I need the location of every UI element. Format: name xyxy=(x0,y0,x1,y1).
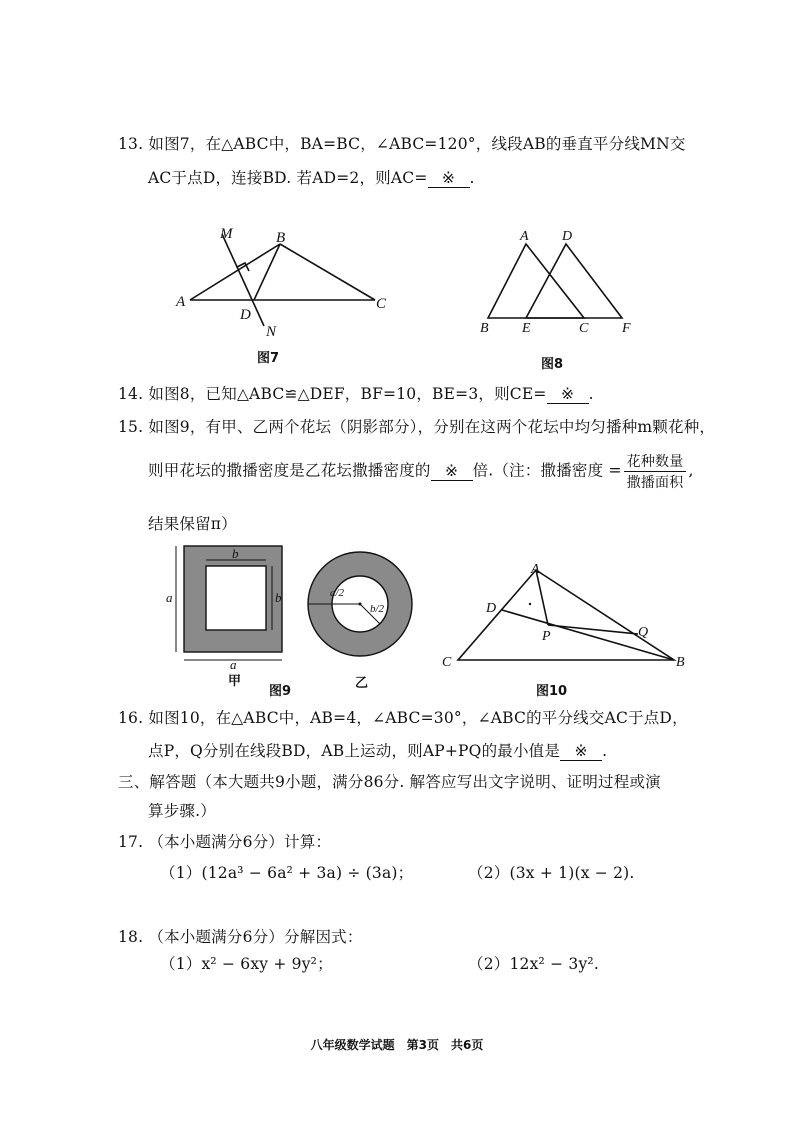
fig10-label-q: Q xyxy=(638,625,649,640)
section3-heading-line2: 算步骤.） xyxy=(148,802,216,820)
q13-line1: 13. 如图7，在△ABC中，BA=BC，∠ABC=120°，线段AB的垂直平分线MN交 xyxy=(118,135,686,153)
fraction-denominator: 撒播面积 xyxy=(626,475,684,491)
q13-end: . xyxy=(469,169,475,187)
yi-label-a-half: a/2 xyxy=(330,587,345,599)
q18-title: 18. （本小题满分6分）分解因式： xyxy=(118,928,363,946)
q15-answer-blank: ※ xyxy=(431,462,473,481)
q15-line2-text: 则甲花坛的撒播密度是乙花坛撒播密度的 xyxy=(148,461,431,480)
fig7-caption: 图7 xyxy=(257,351,280,366)
q18-part1: （1）x² − 6xy + 9y²； xyxy=(160,955,333,973)
yi-center-dot xyxy=(359,603,362,606)
fig7-label-b: B xyxy=(276,230,286,246)
q18-part2: （2）12x² − 3y². xyxy=(468,955,599,973)
figure-9-flowerbed-yi xyxy=(302,548,418,664)
q15-line2 xyxy=(148,451,694,492)
fig10-label-b: B xyxy=(676,655,685,670)
q15-line3: 结果保留π） xyxy=(148,515,237,533)
fig8-caption: 图8 xyxy=(541,357,564,372)
jia-label-a-left: a xyxy=(166,590,173,605)
fig7-segment-bc xyxy=(280,244,375,300)
fig10-segment-ap xyxy=(536,570,548,625)
fig8-label-f: F xyxy=(622,321,631,336)
q15-line1: 15. 如图9，有甲、乙两个花坛（阴影部分），分别在这两个花坛中均匀播种m颗花种， xyxy=(118,418,716,436)
section3-heading-line1: 三、解答题（本大题共9小题，满分86分. 解答应写出文字说明、证明过程或演 xyxy=(118,773,661,791)
q17-part1: （1）(12a³ − 6a² + 3a) ÷ (3a)； xyxy=(160,864,414,882)
q14-end: . xyxy=(588,385,594,403)
q17-part2: （2）(3x + 1)(x − 2). xyxy=(468,864,635,882)
fig10-label-c: C xyxy=(442,655,452,670)
figure-8 xyxy=(476,226,646,338)
q13-line2-text: AC于点D，连接BD. 若AD=2，则AC= xyxy=(148,169,428,187)
jia-label-b-top: b xyxy=(232,546,239,561)
fig7-label-a: A xyxy=(176,294,186,310)
jia-label-a-bottom: a xyxy=(230,657,237,670)
q14-answer-blank: ※ xyxy=(547,385,589,404)
fig7-label-d: D xyxy=(240,307,251,323)
fig8-label-b: B xyxy=(480,321,489,336)
q13-line2 xyxy=(148,166,475,188)
jia-label-b-right: b xyxy=(275,590,282,605)
fraction-numerator: 花种数量 xyxy=(624,451,687,472)
fig8-label-d: D xyxy=(562,229,573,244)
fig10-label-d: D xyxy=(486,601,497,616)
jia-inner-square xyxy=(206,566,266,630)
fig7-label-c: C xyxy=(376,296,387,312)
figure-7 xyxy=(170,222,400,342)
fig9-caption: 图9 xyxy=(269,684,292,699)
jia-caption: 甲 xyxy=(228,674,242,689)
q16-line1: 16. 如图10，在△ABC中，AB=4，∠ABC=30°，∠ABC的平分线交AC于点D， xyxy=(118,709,688,727)
q15-frac-end: , xyxy=(688,461,694,480)
fig8-label-c: C xyxy=(579,321,589,336)
fig8-triangle-def xyxy=(526,244,622,318)
fig8-triangle-abc xyxy=(488,244,584,318)
fig8-label-e: E xyxy=(522,321,531,336)
q16-answer-blank: ※ xyxy=(560,742,602,761)
q13-answer-blank: ※ xyxy=(428,169,470,188)
density-fraction xyxy=(624,451,687,492)
q16-end: . xyxy=(602,742,608,760)
q16-line2 xyxy=(148,739,607,761)
yi-caption: 乙 xyxy=(355,676,369,691)
figure-10 xyxy=(438,560,692,672)
yi-label-b-half: b/2 xyxy=(370,603,385,615)
fig10-segment-bd xyxy=(502,610,674,660)
fig7-label-n: N xyxy=(266,324,277,340)
fig10-segment-pq xyxy=(548,625,638,634)
page-footer: 八年级数学试题 第3页 共6页 xyxy=(310,1038,484,1052)
q14-line xyxy=(118,382,594,404)
fig10-caption: 图10 xyxy=(536,684,568,699)
fig8-label-a: A xyxy=(520,229,529,244)
q15-line2b: 倍.（注：撒播密度 = xyxy=(472,461,622,480)
fig10-label-a: A xyxy=(531,562,540,577)
fig10-point xyxy=(529,603,531,605)
fig10-label-p: P xyxy=(542,629,551,644)
q17-title: 17. （本小题满分6分）计算： xyxy=(118,833,332,851)
fig7-label-m: M xyxy=(220,226,233,242)
q16-line2-text: 点P，Q分别在线段BD，AB上运动，则AP+PQ的最小值是 xyxy=(148,742,561,760)
figure-9-flowerbed-jia xyxy=(162,540,292,670)
q14-text: 14. 如图8，已知△ABC≌△DEF，BF=10，BE=3，则CE= xyxy=(118,385,547,403)
